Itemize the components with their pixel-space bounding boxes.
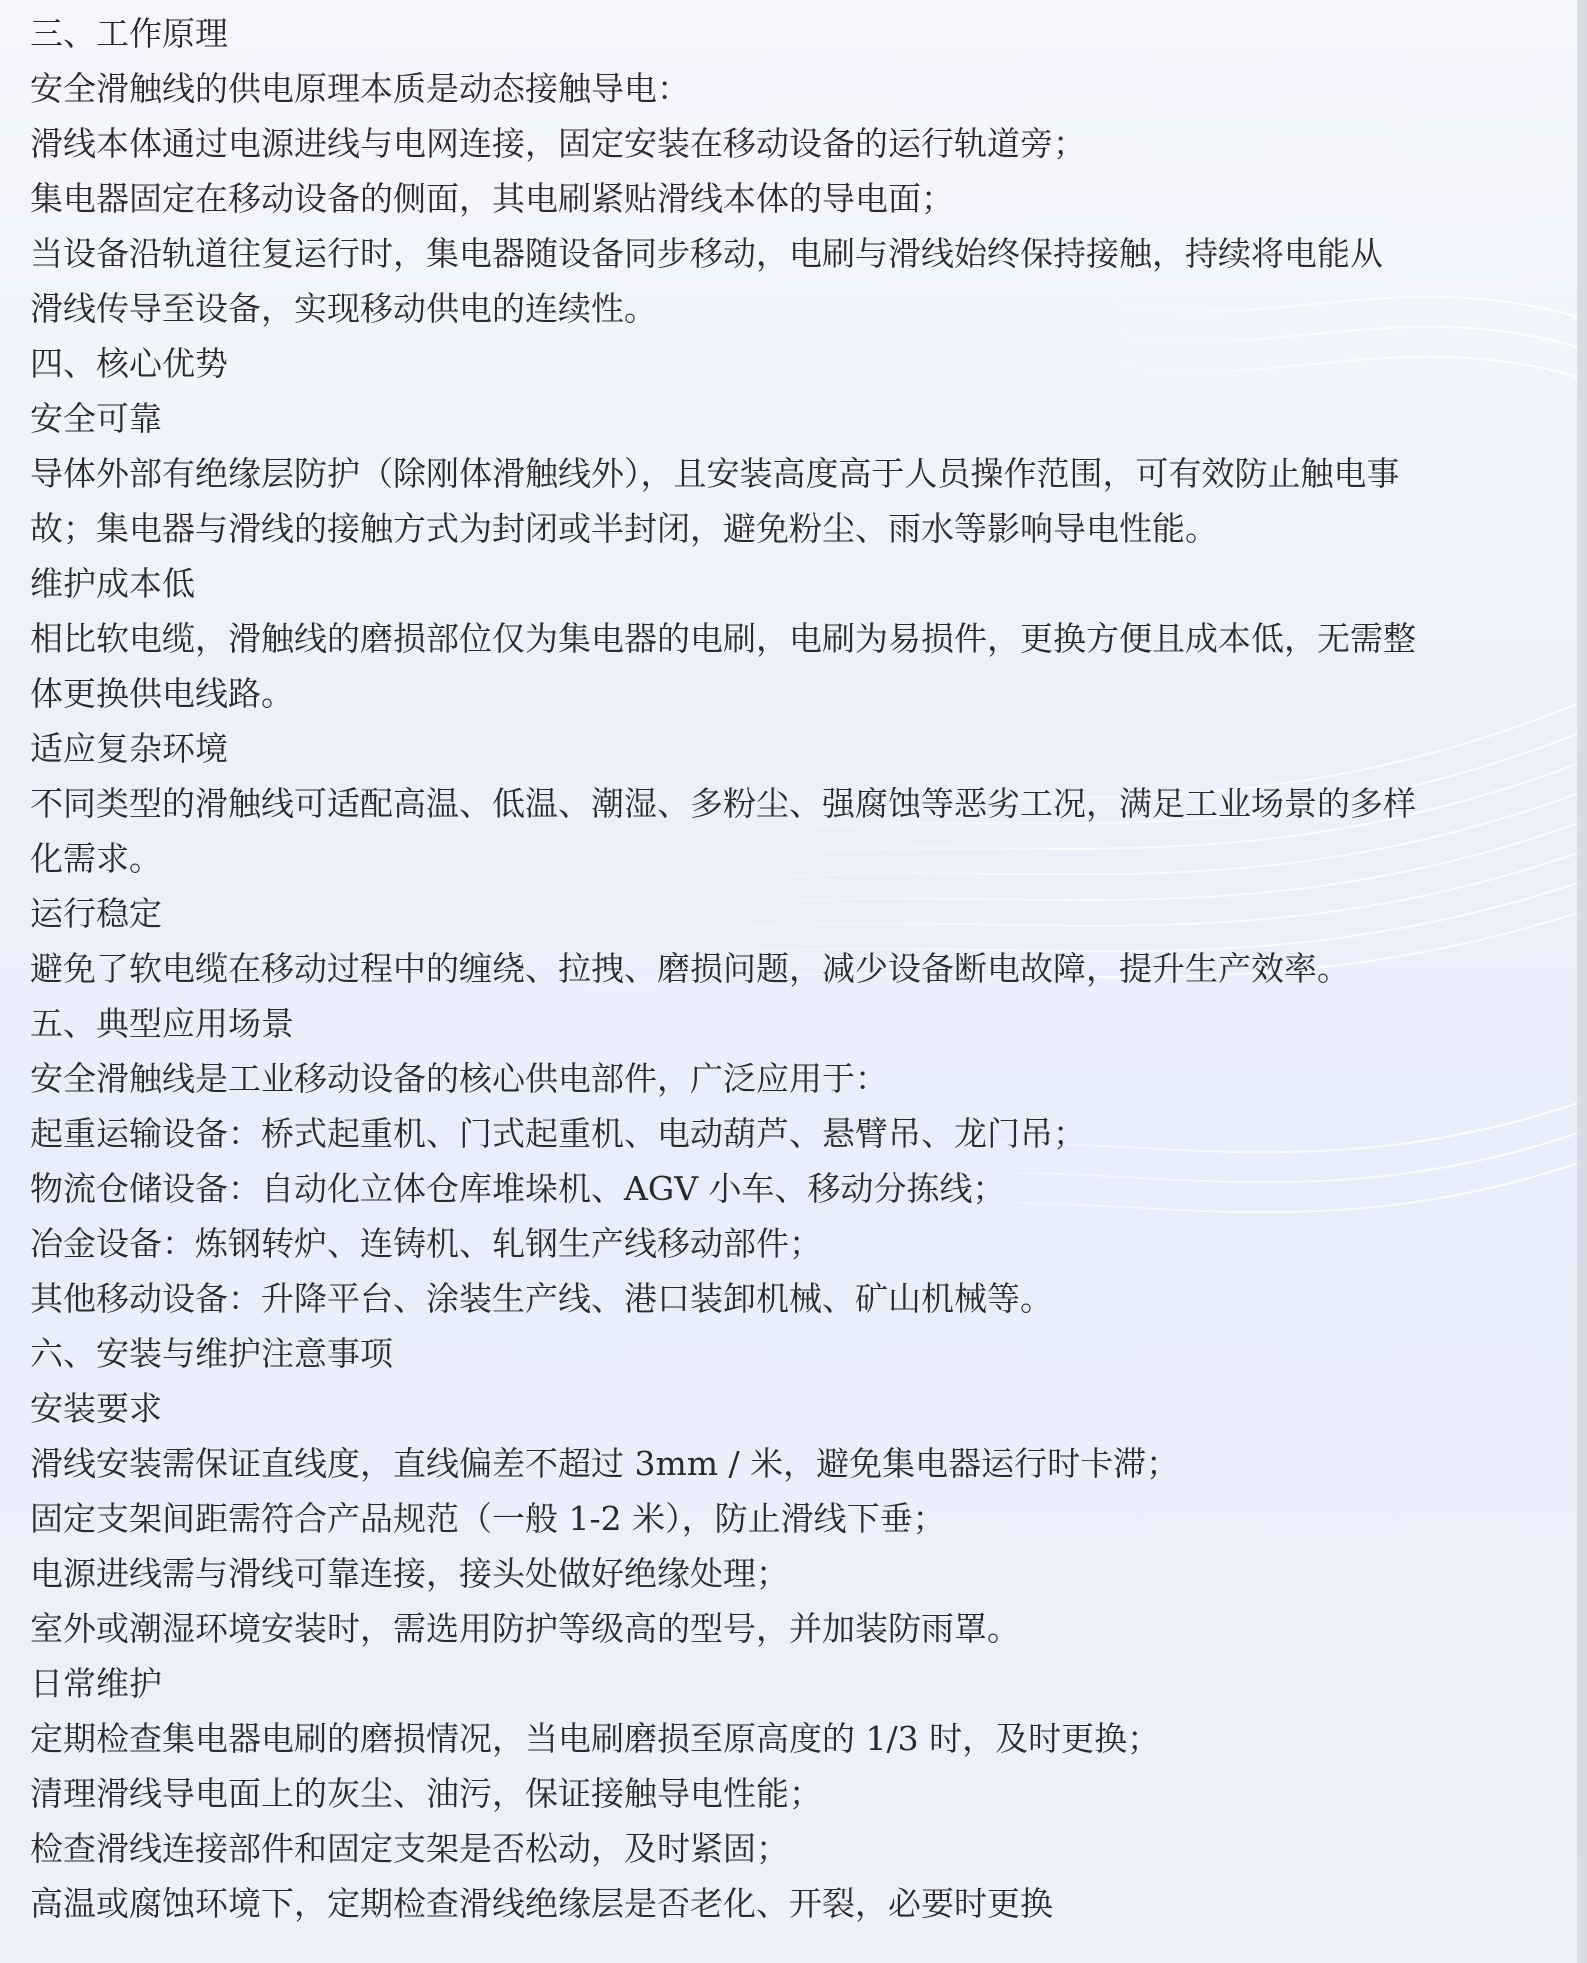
list-item: 其他移动设备：升降平台、涂装生产线、港口装卸机械、矿山机械等。 bbox=[30, 1279, 1053, 1318]
section-heading-applications: 五、典型应用场景 bbox=[30, 1004, 294, 1043]
subheading-low-maintenance: 维护成本低 bbox=[30, 564, 195, 603]
paragraph-line: 故；集电器与滑线的接触方式为封闭或半封闭，避免粉尘、雨水等影响导电性能。 bbox=[30, 509, 1218, 548]
list-item: 清理滑线导电面上的灰尘、油污，保证接触导电性能； bbox=[30, 1774, 822, 1813]
list-item: 检查滑线连接部件和固定支架是否松动，及时紧固； bbox=[30, 1829, 789, 1868]
paragraph-line: 相比软电缆，滑触线的磨损部位仅为集电器的电刷，电刷为易损件，更换方便且成本低，无需整 bbox=[30, 619, 1416, 658]
paragraph-line: 集电器固定在移动设备的侧面，其电刷紧贴滑线本体的导电面； bbox=[30, 179, 954, 218]
list-item: 定期检查集电器电刷的磨损情况，当电刷磨损至原高度的 1/3 时，及时更换； bbox=[30, 1719, 1161, 1758]
paragraph-line: 不同类型的滑触线可适配高温、低温、潮湿、多粉尘、强腐蚀等恶劣工况，满足工业场景的多样 bbox=[30, 784, 1416, 823]
subheading-stable-operation: 运行稳定 bbox=[30, 894, 162, 933]
subheading-installation-requirements: 安装要求 bbox=[30, 1389, 162, 1428]
list-item: 固定支架间距需符合产品规范（一般 1-2 米），防止滑线下垂； bbox=[30, 1499, 946, 1538]
paragraph-line: 避免了软电缆在移动过程中的缠绕、拉拽、磨损问题，减少设备断电故障，提升生产效率。 bbox=[30, 949, 1350, 988]
list-item: 物流仓储设备：自动化立体仓库堆垛机、AGV 小车、移动分拣线； bbox=[30, 1169, 1006, 1208]
paragraph-line: 化需求。 bbox=[30, 839, 162, 878]
subheading-complex-environment: 适应复杂环境 bbox=[30, 729, 228, 768]
list-item: 室外或潮湿环境安装时，需选用防护等级高的型号，并加装防雨罩。 bbox=[30, 1609, 1020, 1648]
paragraph-line: 安全滑触线的供电原理本质是动态接触导电： bbox=[30, 69, 690, 108]
list-item: 冶金设备：炼钢转炉、连铸机、轧钢生产线移动部件； bbox=[30, 1224, 822, 1263]
subheading-safe-reliable: 安全可靠 bbox=[30, 399, 162, 438]
section-heading-working-principle: 三、工作原理 bbox=[30, 14, 228, 53]
paragraph-line: 滑线本体通过电源进线与电网连接，固定安装在移动设备的运行轨道旁； bbox=[30, 124, 1086, 163]
list-item: 起重运输设备：桥式起重机、门式起重机、电动葫芦、悬臂吊、龙门吊； bbox=[30, 1114, 1086, 1153]
list-item: 高温或腐蚀环境下，定期检查滑线绝缘层是否老化、开裂，必要时更换 bbox=[30, 1884, 1053, 1923]
paragraph-line: 导体外部有绝缘层防护（除刚体滑触线外），且安装高度高于人员操作范围，可有效防止触电事 bbox=[30, 454, 1400, 493]
document-body bbox=[30, 6, 1550, 1931]
section-heading-core-advantages: 四、核心优势 bbox=[30, 344, 228, 383]
list-item: 电源进线需与滑线可靠连接，接头处做好绝缘处理； bbox=[30, 1554, 789, 1593]
list-item: 滑线安装需保证直线度，直线偏差不超过 3mm / 米，避免集电器运行时卡滞； bbox=[30, 1444, 1180, 1483]
page-edge-strip bbox=[1577, 0, 1587, 1963]
paragraph-line: 当设备沿轨道往复运行时，集电器随设备同步移动，电刷与滑线始终保持接触，持续将电能从 bbox=[30, 234, 1383, 273]
paragraph-line: 滑线传导至设备，实现移动供电的连续性。 bbox=[30, 289, 657, 328]
paragraph-line: 体更换供电线路。 bbox=[30, 674, 294, 713]
subheading-daily-maintenance: 日常维护 bbox=[30, 1664, 162, 1703]
section-heading-installation-maintenance: 六、安装与维护注意事项 bbox=[30, 1334, 393, 1373]
paragraph-line: 安全滑触线是工业移动设备的核心供电部件，广泛应用于： bbox=[30, 1059, 888, 1098]
